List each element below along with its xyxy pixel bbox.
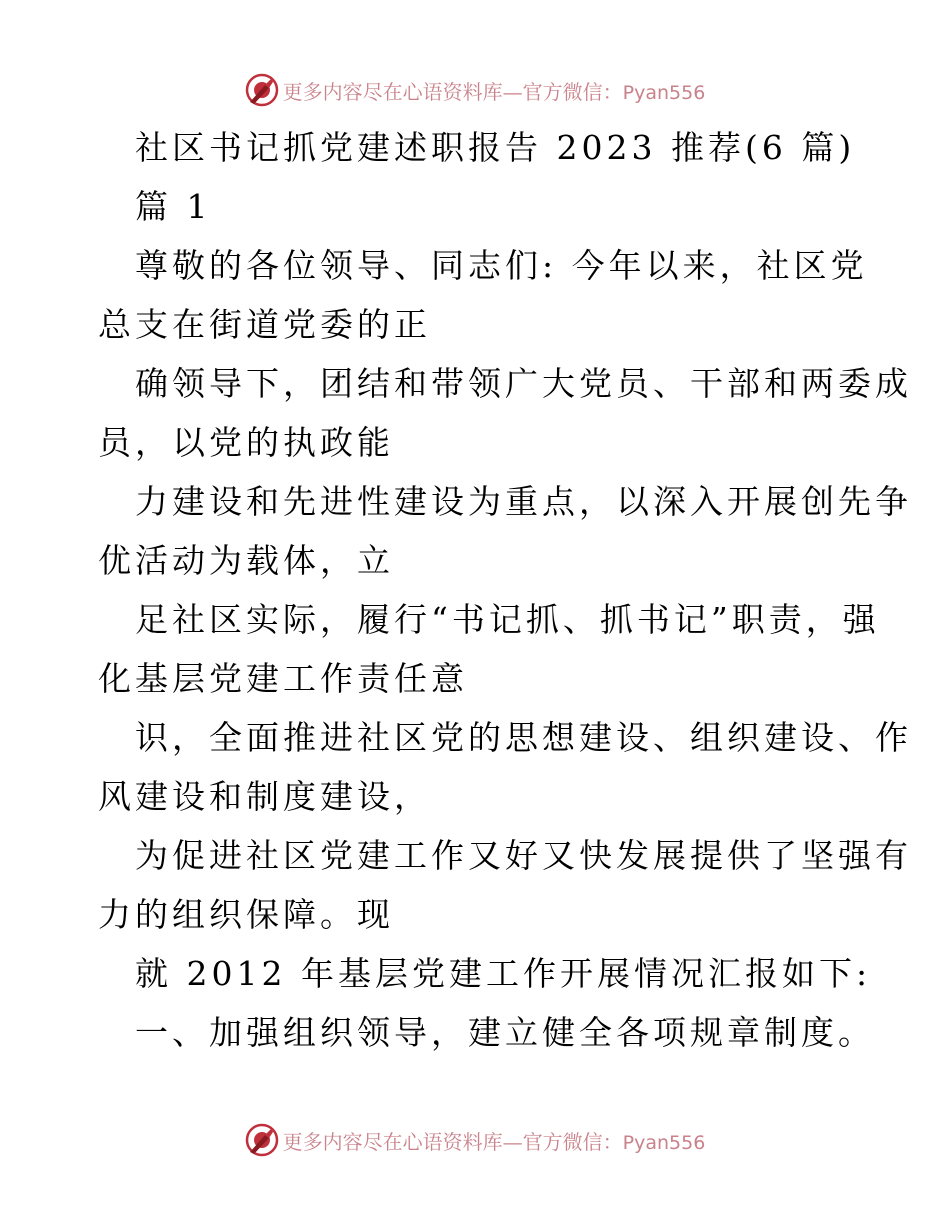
text-line: 确领导下，团结和带领广大党员、干部和两委成 (135, 364, 912, 403)
text-line: 化基层党建工作责任意 (98, 659, 468, 698)
footer-watermark (0, 1120, 950, 1160)
text-line: 力的组织保障。现 (98, 895, 394, 934)
text-line: 篇 1 (135, 187, 212, 226)
text-line: 为促进社区党建工作又好又快发展提供了坚强有 (135, 836, 912, 875)
text-line: 识，全面推进社区党的思想建设、组织建设、作 (135, 718, 912, 757)
text-line: 优活动为载体，立 (98, 541, 394, 580)
watermark-text: 更多内容尽在心语资料库—官方微信：Pyan556 (282, 79, 706, 104)
header-watermark (0, 70, 950, 110)
text-line: 一、加强组织领导，建立健全各项规章制度。 (135, 1013, 875, 1052)
text-line: 就 2012 年基层党建工作开展情况汇报如下: (135, 954, 872, 993)
watermark-wechat-id: Pyan556 (622, 81, 706, 104)
watermark-text: 更多内容尽在心语资料库—官方微信：Pyan556 (282, 1129, 706, 1154)
document-body (98, 118, 912, 1062)
pen-logo-icon (245, 1123, 279, 1157)
text-line: 尊敬的各位领导、同志们: 今年以来，社区党 (135, 246, 868, 285)
text-line: 足社区实际，履行“书记抓、抓书记”职责，强 (135, 600, 880, 639)
text-line: 力建设和先进性建设为重点，以深入开展创先争 (135, 482, 912, 521)
pen-logo-icon (245, 73, 279, 107)
watermark-wechat-id: Pyan556 (622, 1131, 706, 1154)
document-title: 社区书记抓党建述职报告 2023 推荐(6 篇) (135, 128, 856, 167)
text-line: 员，以党的执政能 (98, 423, 394, 462)
text-line: 总支在街道党委的正 (98, 305, 431, 344)
text-line: 风建设和制度建设， (98, 777, 431, 816)
